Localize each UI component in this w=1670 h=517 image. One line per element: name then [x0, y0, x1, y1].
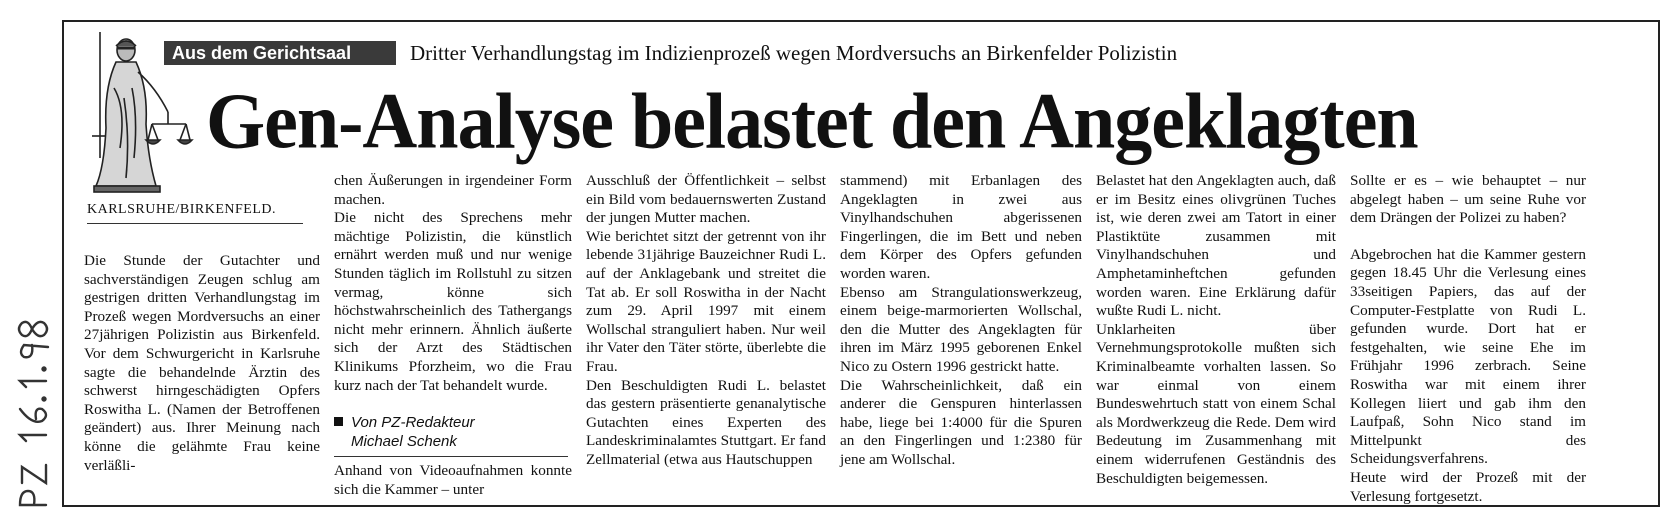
column-2-paragraph: Anhand von Videoaufnahmen konnte sich die Kammer – unter [334, 462, 572, 498]
article-column-5 [1096, 172, 1336, 488]
kicker-headline: Dritter Verhandlungstag im Indizienprozeß wegen Mordversuchs an Birkenfelder Polizistin [410, 41, 1178, 65]
section-rubric: Aus dem Gerichtsaal [164, 41, 396, 65]
dateline-rule [87, 223, 303, 224]
column-5-paragraph: Unklarheiten über Vernehmungsprotokolle mußten sich Kriminalbeamte vorhalten lassen. So war einmal von einem Bundeswehrtuch statt von einem Schal als Mordwerkzeug die Rede. Dem wird Bedeutung im Zusammenhang mit einem widerrufenen Geständnis des Beschuldigten beigemessen. [1096, 320, 1336, 487]
column-3-paragraph: Ausschluß der Öffentlichkeit – selbst ein Bild vom bedauernswerten Zustand der jungen Mutter machen. [586, 172, 826, 227]
bullet-square-icon [334, 417, 343, 426]
column-2-paragraph: Die nicht des Sprechens mehr mächtige Polizistin, die künstlich ernährt werden muß und nur wenige Stunden täglich im Rollstuhl zu sitzen vermag, könne sich höchstwahrscheinlich des Tathergangs nicht mehr erinnern. Ähnlich äußerte sich der Arzt des Städtischen Klinikums Pforzheim, wo die Frau kurz nach der Tat behandelt wurde. [334, 209, 572, 394]
column-3-paragraph: Wie berichtet sitzt der getrennt von ihr lebende 31jährige Bauzeichner Rudi L. auf der Anklagebank und streitet die Tat ab. Er soll Roswitha in der Nacht zum 29. April 1997 mit einem Wollschal stranguliert haben. Nur weil ihr Vater den Täter störte, überlebte die Frau. [586, 227, 826, 375]
handwritten-date-note [2, 215, 60, 515]
byline-rule [334, 456, 568, 457]
article-column-1 [84, 252, 320, 475]
column-6-paragraph: Sollte er es – wie behauptet – nur abgelegt haben – um seine Ruhe vor dem Drängen der Polizei zu haben? [1350, 172, 1586, 227]
column-4-paragraph: Ebenso am Strangulationswerkzeug, einem beige-marmorierten Wollschal, den die Mutter des Angeklagten für ihren im März 1995 geborenen Enkel Nico zu Ostern 1996 gestrickt hatte. [840, 283, 1082, 375]
column-2-paragraph: chen Äußerungen in irgendeiner Form machen. [334, 172, 572, 208]
article-column-4 [840, 172, 1082, 470]
article-column-2-continued [334, 462, 572, 499]
headline: Gen-Analyse belastet den Angeklagten [206, 77, 1418, 166]
article-column-3 [586, 172, 826, 470]
byline-name-line: Michael Schenk [351, 433, 457, 450]
article-column-2 [334, 172, 572, 395]
byline [334, 413, 570, 451]
byline-author-line: Von PZ-Redakteur [334, 413, 570, 432]
column-3-paragraph: Den Beschuldigten Rudi L. belastet das gestern präsentierte genanalytische Gutachten eines Experten des Landeskriminalamtes Stuttgart. Er fand Zellmaterial (etwa aus Hautschuppen [586, 376, 826, 468]
column-6-paragraph: Heute wird der Prozeß mit der Verlesung fortgesetzt. [1350, 468, 1586, 505]
column-4-paragraph: stammend) mit Erbanlagen des Angeklagten in zwei aus Vinylhandschuhen abgerissenen Fingerlingen, die im Bett und neben dem Körper des Opfers gefunden worden waren. [840, 172, 1082, 282]
dateline: KARLSRUHE/BIRKENFELD. [87, 202, 277, 217]
article-column-6 [1350, 172, 1586, 506]
column-6-paragraph: Abgebrochen hat die Kammer gestern gegen 18.45 Uhr die Verlesung eines 33seitigen Papiers, das auf der Computer-Festplatte von Rudi L. gefunden wurde. Dort hat er festgehalten, wie seine Ehe im Frühjahr 1996 zerbrach. Seine Roswitha war mit einem ihrer Kollegen liiert und gab ihm den Laufpaß, Sohn Nico stand im Mittelpunkt des Scheidungsverfahrens. [1350, 245, 1586, 468]
column-1-paragraph: Die Stunde der Gutachter und sachverständigen Zeugen schlug am gestrigen dritten Verhandlungstag im Prozeß wegen Mordversuchs an einer 27jährigen Polizistin aus Birkenfeld. Vor dem Schwurgericht in Karlsruhe sagte die behandelnde Ärztin des schwerst hirngeschädigten Opfers Roswitha L. (Namen der Betroffenen geändert) aus. Ihrer Meinung nach könne die gelähmte Frau keine verläßli- [84, 252, 320, 474]
column-5-paragraph: Belastet hat den Angeklagten auch, daß er im Besitz eines olivgrünen Tuches ist, wie deren zwei am Tatort in einer Plastiktüte zusammen mit Vinylhandschuhen und Amphetaminheftchen gefunden worden waren. Eine Erklärung dafür wußte Rudi L. nicht. [1096, 172, 1336, 320]
column-4-paragraph: Die Wahrscheinlichkeit, daß ein anderer die Genspuren hinterlassen habe, liege bei 1:4000 für die Spuren an den Fingerlingen und 1:2380 für jene am Wollschal. [840, 376, 1082, 468]
